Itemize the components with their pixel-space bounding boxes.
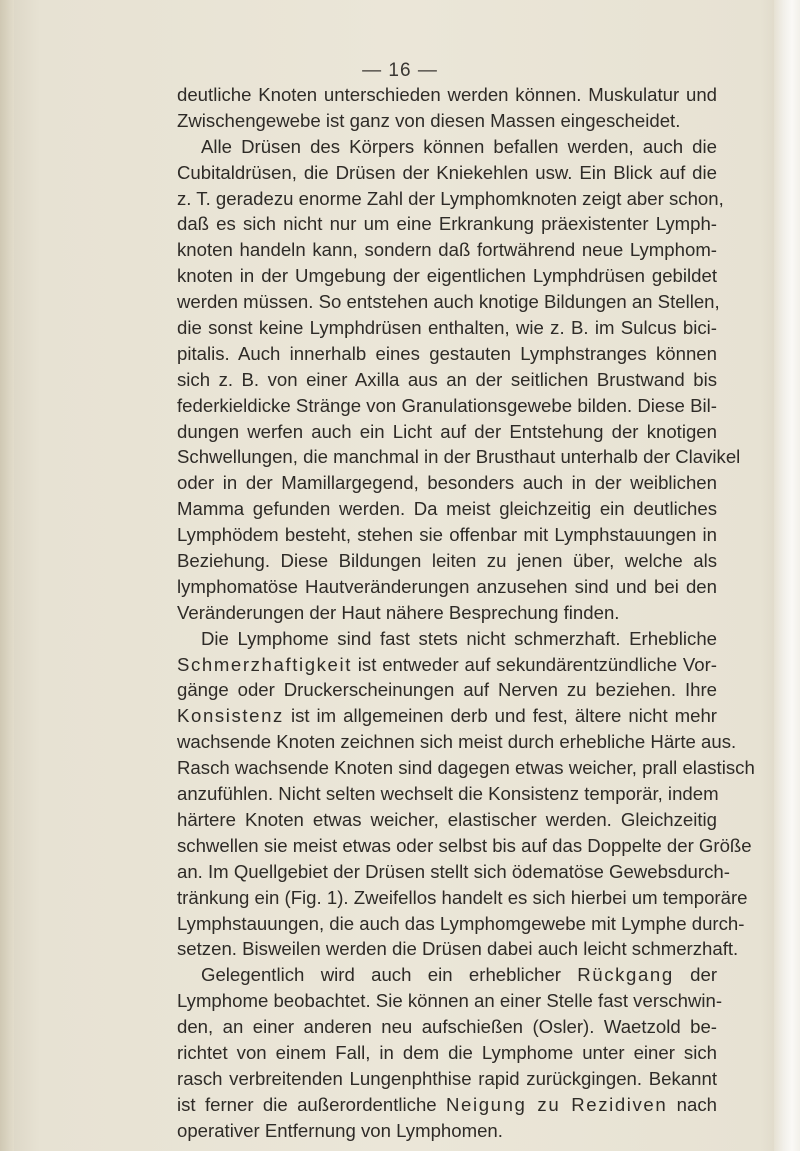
text-line bbox=[177, 134, 717, 160]
text-line bbox=[177, 626, 717, 652]
text-segment: z. T. geradezu enorme Zahl der Lymphomknoten zeigt aber schon, bbox=[177, 187, 724, 209]
text-segment: Gelegentlich wird auch ein erheblicher bbox=[201, 964, 578, 986]
emphasized-term: Schmerzhaftigkeit bbox=[177, 653, 352, 675]
text-line bbox=[177, 1040, 717, 1066]
text-segment: tränkung ein (Fig. 1). Zweifellos handelt es sich hierbei um temporäre bbox=[177, 886, 748, 908]
text-segment: schwellen sie meist etwas oder selbst bis auf das Doppelte der Größe bbox=[177, 834, 752, 856]
text-line bbox=[177, 729, 737, 755]
text-segment: Cubitaldrüsen, die Drüsen der Kniekehlen usw. Ein Blick auf die bbox=[177, 161, 717, 183]
text-line bbox=[177, 600, 717, 626]
text-line bbox=[177, 936, 739, 962]
text-line bbox=[177, 859, 730, 885]
text-segment: Die Lymphome sind fast stets nicht schmerzhaft. Erhebliche bbox=[201, 627, 717, 649]
text-line bbox=[177, 677, 717, 703]
text-line bbox=[177, 652, 717, 678]
text-segment: die sonst keine Lymphdrüsen enthalten, wie z. B. im Sulcus bici- bbox=[177, 317, 717, 339]
text-line bbox=[177, 807, 717, 833]
page-outer-edge bbox=[774, 0, 800, 1151]
text-line bbox=[177, 574, 717, 600]
text-segment: knoten in der Umgebung der eigentlichen Lymphdrüsen gebildet bbox=[177, 265, 717, 287]
text-segment: sich z. B. von einer Axilla aus an der seitlichen Brustwand bis bbox=[177, 368, 717, 390]
text-segment: Zwischengewebe ist ganz von diesen Massen eingescheidet. bbox=[177, 109, 681, 131]
text-line bbox=[177, 444, 741, 470]
text-line bbox=[177, 315, 717, 341]
text-line bbox=[177, 341, 717, 367]
text-line bbox=[177, 1092, 717, 1118]
text-line bbox=[177, 82, 717, 108]
emphasized-term: Neigung zu Rezidiven bbox=[446, 1093, 668, 1115]
page-number: — 16 — bbox=[362, 60, 438, 81]
emphasized-term: Rückgang bbox=[577, 964, 674, 986]
text-segment: Veränderungen der Haut nähere Besprechung finden. bbox=[177, 601, 620, 623]
text-segment: Mamma gefunden werden. Da meist gleichzeitig ein deutliches bbox=[177, 498, 717, 520]
text-line bbox=[177, 1118, 717, 1144]
text-segment: der bbox=[673, 964, 718, 986]
text-line bbox=[177, 393, 717, 419]
text-segment: härtere Knoten etwas weicher, elastischer werden. Gleichzeitig bbox=[177, 808, 717, 830]
text-segment: ist im allgemeinen derb und fest, ältere nicht mehr bbox=[283, 705, 717, 727]
text-line bbox=[177, 496, 717, 522]
text-line bbox=[177, 419, 717, 445]
text-segment: oder in der Mamillargegend, besonders auch in der weiblichen bbox=[177, 472, 717, 494]
text-segment: Schwellungen, die manchmal in der Brusthaut unterhalb der Clavikel bbox=[177, 446, 741, 468]
text-line bbox=[177, 781, 717, 807]
text-segment: Lymphome beobachtet. Sie können an einer Stelle fast verschwin- bbox=[177, 990, 723, 1012]
text-line bbox=[177, 470, 717, 496]
text-segment: Alle Drüsen des Körpers können befallen werden, auch die bbox=[201, 135, 717, 157]
text-line bbox=[177, 988, 723, 1014]
text-line bbox=[177, 237, 717, 263]
text-segment: knoten handeln kann, sondern daß fortwährend neue Lymphom- bbox=[177, 239, 717, 261]
text-segment: anzufühlen. Nicht selten wechselt die Konsistenz temporär, indem bbox=[177, 783, 719, 805]
text-segment: den, an einer anderen neu aufschießen (Osler). Waetzold be- bbox=[177, 1016, 717, 1038]
text-segment: Beziehung. Diese Bildungen leiten zu jenen über, welche als bbox=[177, 550, 717, 572]
text-segment: richtet von einem Fall, in dem die Lymphome unter einer sich bbox=[177, 1041, 717, 1063]
text-segment: federkieldicke Stränge von Granulationsgewebe bilden. Diese Bil- bbox=[177, 394, 717, 416]
text-line bbox=[177, 108, 717, 134]
text-line bbox=[177, 833, 752, 859]
emphasized-term: Konsistenz bbox=[177, 705, 284, 727]
text-segment: pitalis. Auch innerhalb eines gestauten Lymphstranges können bbox=[177, 342, 717, 364]
text-line bbox=[177, 186, 724, 212]
text-line bbox=[177, 911, 745, 937]
text-line bbox=[177, 962, 717, 988]
text-segment: lymphomatöse Hautveränderungen anzusehen sind und bei den bbox=[177, 575, 717, 597]
text-segment: ist ferner die außerordentliche bbox=[177, 1093, 446, 1115]
text-segment: Rasch wachsende Knoten sind dagegen etwas weicher, prall elastisch bbox=[177, 757, 755, 779]
text-segment: rasch verbreitenden Lungenphthise rapid zurückgingen. Bekannt bbox=[177, 1067, 717, 1089]
text-line bbox=[177, 263, 717, 289]
text-segment: werden müssen. So entstehen auch knotige Bildungen an Stellen, bbox=[177, 291, 720, 313]
text-segment: deutliche Knoten unterschieden werden können. Muskulatur und bbox=[177, 84, 717, 105]
text-line bbox=[177, 522, 717, 548]
text-line bbox=[177, 211, 717, 237]
text-line bbox=[177, 160, 717, 186]
text-segment: wachsende Knoten zeichnen sich meist durch erhebliche Härte aus. bbox=[177, 731, 737, 753]
text-line bbox=[177, 703, 717, 729]
text-segment: gänge oder Druckerscheinungen auf Nerven zu beziehen. Ihre bbox=[177, 679, 717, 701]
text-line bbox=[177, 885, 748, 911]
text-segment: daß es sich nicht nur um eine Erkrankung präexistenter Lymph- bbox=[177, 213, 717, 235]
text-line bbox=[177, 367, 717, 393]
text-segment: nach bbox=[667, 1093, 717, 1115]
text-segment: Lymphstauungen, die auch das Lymphomgewebe mit Lymphe durch- bbox=[177, 912, 745, 934]
body-text bbox=[177, 82, 755, 1144]
text-line bbox=[177, 548, 717, 574]
text-segment: an. Im Quellgebiet der Drüsen stellt sich ödematöse Gewebsdurch- bbox=[177, 860, 730, 882]
text-segment: Lymphödem besteht, stehen sie offenbar mit Lymphstauungen in bbox=[177, 524, 717, 546]
text-line bbox=[177, 755, 755, 781]
page-binding-edge bbox=[0, 0, 14, 1151]
text-line bbox=[177, 1014, 717, 1040]
text-segment: dungen werfen auch ein Licht auf der Entstehung der knotigen bbox=[177, 420, 717, 442]
text-segment: operativer Entfernung von Lymphomen. bbox=[177, 1119, 503, 1141]
text-segment: setzen. Bisweilen werden die Drüsen dabei auch leicht schmerzhaft. bbox=[177, 938, 739, 960]
text-line bbox=[177, 289, 720, 315]
text-segment: ist entweder auf sekundärentzündliche Vor- bbox=[351, 653, 717, 675]
text-line bbox=[177, 1066, 717, 1092]
